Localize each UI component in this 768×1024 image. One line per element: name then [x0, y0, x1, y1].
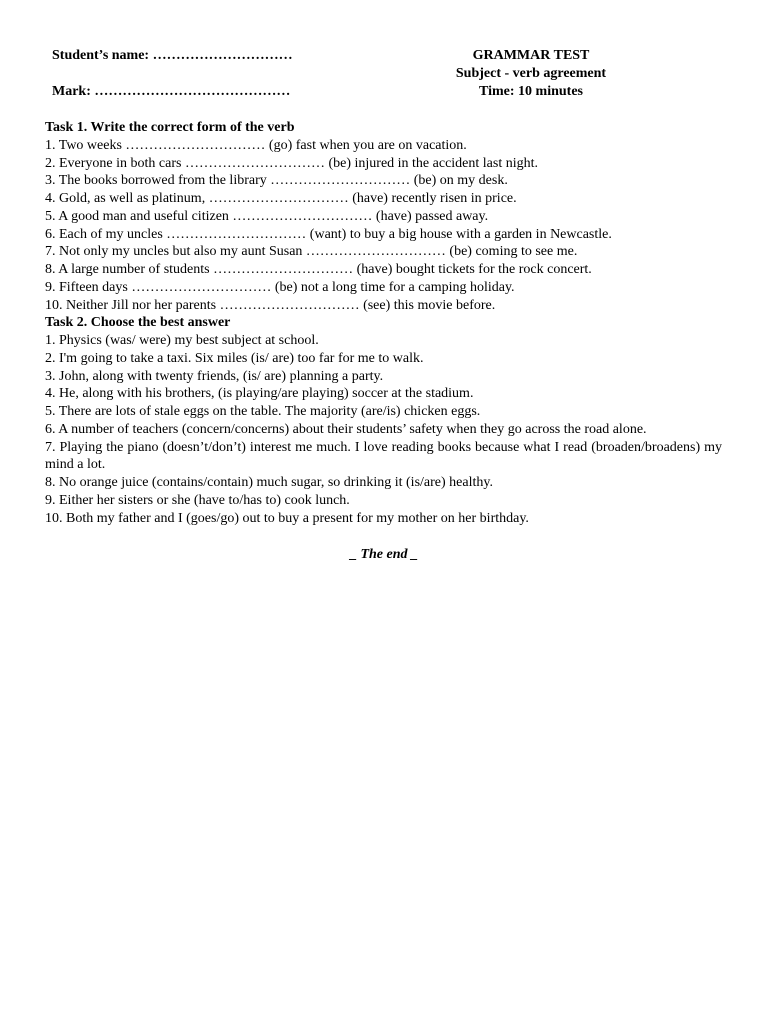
mark-line: Mark: ……………………………………	[52, 84, 291, 99]
task2-item: 9. Either her sisters or she (have to/has to) cook lunch.	[45, 492, 350, 508]
test-subject: Subject - verb agreement	[455, 66, 607, 81]
task2-item: 3. John, along with twenty friends, (is/ are) planning a party.	[45, 368, 384, 384]
task1-item: 3. The books borrowed from the library ………………………… (be) on my desk.	[45, 173, 508, 189]
task2-item: 4. He, along with his brothers, (is playing/are playing) soccer at the stadium.	[45, 386, 474, 402]
task1-item: 1. Two weeks ………………………… (go) fast when you are on vacation.	[45, 137, 467, 153]
task2-list	[45, 332, 722, 527]
task2-item: 8. No orange juice (contains/contain) much sugar, so drinking it (is/are) healthy.	[45, 475, 493, 490]
test-body	[45, 119, 722, 527]
task1-item: 10. Neither Jill nor her parents ………………………… (see) this movie before.	[45, 297, 496, 313]
task1-item: 6. Each of my uncles ………………………… (want) to buy a big house with a garden in Newcastle.	[45, 226, 612, 242]
task2-item: 1. Physics (was/ were) my best subject at school.	[45, 333, 319, 348]
task1-item: 7. Not only my uncles but also my aunt Susan ………………………… (be) coming to see me.	[45, 244, 578, 260]
task1-title: Task 1. Write the correct form of the verb	[45, 120, 295, 135]
task2-item: 2. I'm going to take a taxi. Six miles (is/ are) too far for me to walk.	[45, 350, 424, 366]
task2-item: 10. Both my father and I (goes/go) out to buy a present for my mother on her birthday.	[45, 510, 529, 526]
task1-item: 2. Everyone in both cars ………………………… (be) injured in the accident last night.	[45, 155, 539, 171]
task1-item: 9. Fifteen days ………………………… (be) not a long time for a camping holiday.	[45, 279, 515, 295]
task2-item: 6. A number of teachers (concern/concerns) about their students’ safety when they go across the road alone.	[45, 421, 647, 437]
task2-item: 7. Playing the piano (doesn’t/don’t) interest me much. I love reading books because what I read (broaden/broadens) my mind a lot.	[45, 439, 722, 473]
task1-item: 5. A good man and useful citizen ………………………… (have) passed away.	[45, 208, 489, 224]
test-time: Time: 10 minutes	[479, 84, 583, 99]
task1-item: 4. Gold, as well as platinum, ………………………… (have) recently risen in price.	[45, 191, 517, 206]
test-title: GRAMMAR TEST	[472, 48, 590, 63]
task1-item: 8. A large number of students ………………………… (have) bought tickets for the rock concert.	[45, 262, 592, 277]
student-name-line: Student’s name: …………………………	[52, 48, 293, 63]
task2-item: 5. There are lots of stale eggs on the table. The majority (are/is) chicken eggs.	[45, 404, 481, 419]
task1-list	[45, 137, 722, 315]
end-marker: _ The end _	[349, 547, 419, 562]
task2-title: Task 2. Choose the best answer	[45, 315, 231, 331]
